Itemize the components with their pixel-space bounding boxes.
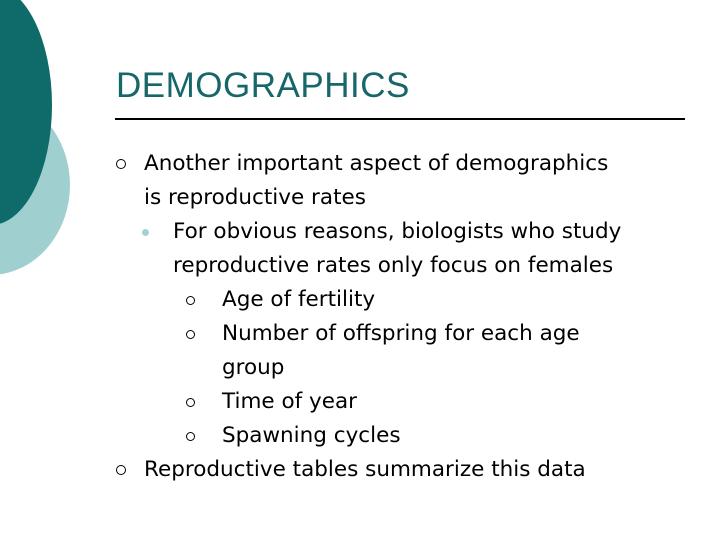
slide-title: DEMOGRAPHICS bbox=[116, 66, 410, 105]
bullet-text-line: reproductive rates only focus on females bbox=[173, 253, 614, 278]
title-underline bbox=[115, 118, 685, 120]
bullet-text-line: Time of year bbox=[222, 389, 357, 414]
slide-body bbox=[116, 147, 696, 487]
bullet-text-line: Another important aspect of demographics bbox=[144, 151, 609, 176]
bullet-text-line: Age of fertility bbox=[222, 287, 376, 312]
sub-sub-bullet-item bbox=[116, 385, 696, 419]
bullet-item bbox=[116, 453, 696, 487]
bullet-text-line: is reproductive rates bbox=[144, 185, 366, 210]
sub-bullet-item bbox=[116, 215, 696, 283]
bullet-text-line: Number of offspring for each age bbox=[222, 321, 580, 346]
sub-sub-bullet-item bbox=[116, 419, 696, 453]
bullet-text-line: Spawning cycles bbox=[222, 423, 401, 448]
sub-sub-bullet-item bbox=[116, 283, 696, 317]
sub-sub-bullet-item bbox=[116, 317, 696, 385]
bullet-text-line: group bbox=[222, 355, 285, 380]
bullet-text-line: For obvious reasons, biologists who study bbox=[173, 219, 622, 244]
bullet-text-line: Reproductive tables summarize this data bbox=[144, 457, 586, 482]
bullet-item bbox=[116, 147, 696, 215]
